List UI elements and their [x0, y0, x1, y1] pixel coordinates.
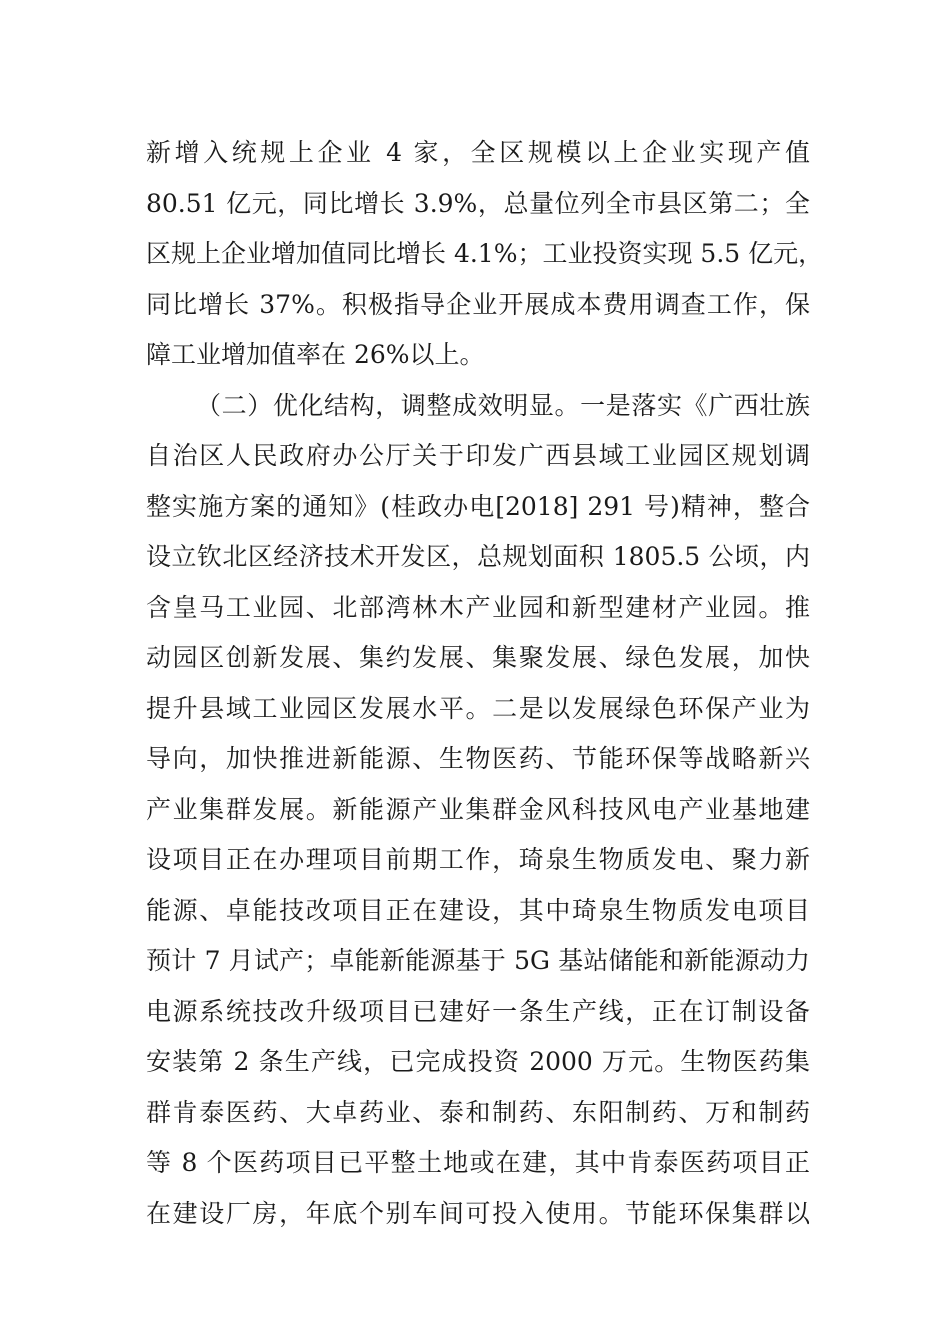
text-line: 障工业增加值率在 26%以上。	[146, 340, 485, 369]
text-line: 整实施方案的通知》(桂政办电[2018] 291 号)精神，整合	[146, 491, 810, 521]
section-heading-line: （二）优化结构，调整成效明显。一是落实《广西壮族	[196, 390, 810, 420]
text-line: 在建设厂房，年底个别车间可投入使用。节能环保集群以	[146, 1198, 810, 1228]
text-line: 自治区人民政府办公厅关于印发广西县域工业园区规划调	[146, 441, 810, 470]
text-line: 80.51 亿元，同比增长 3.9%，总量位列全市县区第二；全	[146, 188, 810, 218]
text-line: 动园区创新发展、集约发展、集聚发展、绿色发展，加快	[146, 643, 810, 672]
text-line: 新增入统规上企业 4 家，全区规模以上企业实现产值	[146, 138, 810, 167]
text-line: 设项目正在办理项目前期工作，琦泉生物质发电、聚力新	[146, 845, 810, 874]
text-line: 预计 7 月试产；卓能新能源基于 5G 基站储能和新能源动力	[146, 946, 810, 975]
text-line: 同比增长 37%。积极指导企业开展成本费用调查工作，保	[146, 289, 810, 319]
text-line: 导向，加快推进新能源、生物医药、节能环保等战略新兴	[146, 744, 810, 773]
text-line: 含皇马工业园、北部湾林木产业园和新型建材产业园。推	[146, 592, 810, 622]
text-line: 电源系统技改升级项目已建好一条生产线，正在订制设备	[146, 996, 810, 1026]
text-line: 提升县域工业园区发展水平。二是以发展绿色环保产业为	[146, 693, 810, 723]
body-text	[146, 128, 824, 1239]
text-line: 设立钦北区经济技术开发区，总规划面积 1805.5 公顷，内	[146, 542, 810, 571]
text-line: 区规上企业增加值同比增长 4.1%；工业投资实现 5.5 亿元，	[146, 239, 824, 268]
text-line: 能源、卓能技改项目正在建设，其中琦泉生物质发电项目	[146, 895, 810, 925]
text-line: 群肯泰医药、大卓药业、泰和制药、东阳制药、万和制药	[146, 1097, 810, 1127]
text-line: 产业集群发展。新能源产业集群金风科技风电产业基地建	[146, 794, 810, 824]
text-line: 等 8 个医药项目已平整土地或在建，其中肯泰医药项目正	[146, 1148, 810, 1177]
text-line: 安装第 2 条生产线，已完成投资 2000 万元。生物医药集	[146, 1047, 810, 1076]
